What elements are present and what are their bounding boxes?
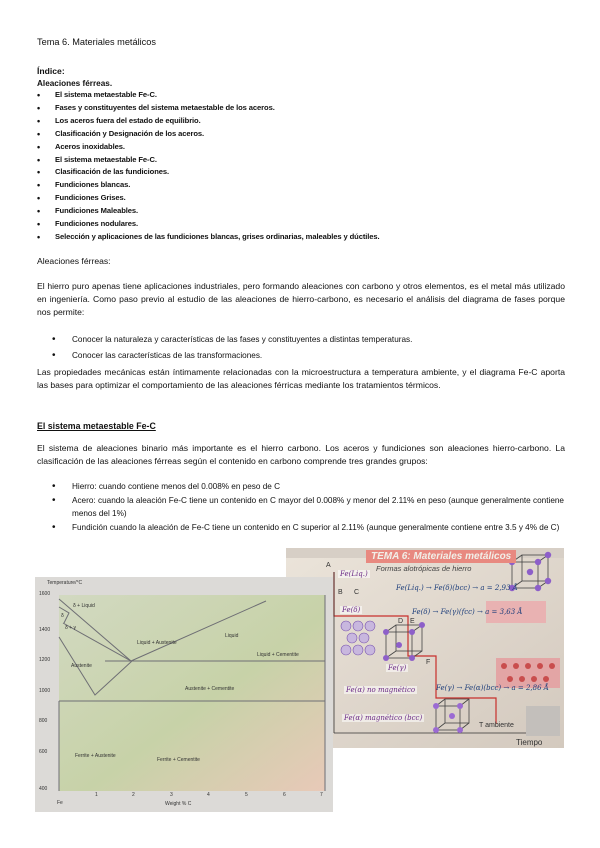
index-heading: Índice: (37, 66, 65, 76)
index-item: • Selección y aplicaciones de las fundiciones blancas, grises ordinarias, maleables y dúctiles. (37, 231, 565, 244)
ferrous-paragraph-2: Las propiedades mecánicas están íntimamente relacionadas con la microestructura a temperatura ambiente, y el diagrama Fe-C aporta las bases para optimizar el comportamiento de las aleaciones férricas mediante los tratamientos térmicos. (37, 367, 565, 390)
index-item: • Fases y constituyentes del sistema metaestable de los aceros. (37, 102, 565, 115)
label-fe-alpha-nonmagnetic: Fe(α) no magnético (346, 686, 416, 694)
alpha-crystal-block (526, 706, 560, 736)
index-item: • Fundiciones blancas. (37, 179, 565, 192)
x-tick-2: 2 (132, 792, 135, 798)
point-letter-b: B (338, 589, 343, 596)
section-paragraph: El sistema de aleaciones binario más importante es el hierro carbono. Los aceros y fundiciones son aleaciones hierro-carbono. La clasificación de las aleaciones férreas según el contenido en carbono comprende tres grandes grupos: (37, 443, 565, 466)
region-ferrite-austenite: Ferrite + Austenite (75, 753, 116, 759)
index-list (37, 89, 565, 244)
ferrous-paragraph-1: El hierro puro apenas tiene aplicaciones industriales, pero formando aleaciones con carbono y otros elementos, es el metal más utilizado en ingeniería. Como paso previo al estudio de las aleaciones de hierro-carbono, es necesario el análisis del diagrama de fases porque nos permite: (37, 281, 565, 317)
ferrous-bullet: • Conocer las características de las transformaciones. (52, 348, 562, 364)
section-bullet: • Acero: cuando la aleación Fe-C tiene un contenido en C mayor del 0.008% y menor del 2.11% en peso (aunque generalmente contiene menos del 1%) (52, 494, 564, 521)
index-item: • Clasificación y Designación de los aceros. (37, 128, 565, 141)
label-fe-gamma: Fe(γ) (388, 664, 407, 672)
label-ambient-temperature: T ambiente (479, 722, 514, 729)
index-item: • Fundiciones nodulares. (37, 218, 565, 231)
y-tick-1600: 1600 (39, 591, 51, 597)
equation-gamma-to-alpha: Fe(γ) → Fe(α)(bcc) → a = 2,86 Å (436, 684, 549, 692)
index-item: • Clasificación de las fundiciones. (37, 166, 565, 179)
region-liquid-cementite: Liquid + Cementite (257, 652, 299, 658)
point-letter-f: F (426, 659, 431, 666)
region-liquid: Liquid (225, 633, 239, 639)
index-item: • Aceros inoxidables. (37, 141, 565, 154)
index-item: • El sistema metaestable Fe-C. (37, 89, 565, 102)
x-axis-label: Weight % C (165, 801, 192, 807)
x-tick-4: 4 (207, 792, 210, 798)
x-tick-5: 5 (245, 792, 248, 798)
ferrous-heading: Aleaciones férreas: (37, 256, 111, 266)
document-title: Tema 6. Materiales metálicos (37, 37, 156, 47)
x-tick-7: 7 (320, 792, 323, 798)
region-delta-liquid: δ + Liquid (73, 603, 95, 609)
phase-diagram-photo (35, 577, 333, 812)
index-item: • El sistema metaestable Fe-C. (37, 154, 565, 167)
region-delta-gamma: δ + γ (65, 625, 76, 631)
y-tick-1000: 1000 (39, 688, 51, 694)
section-bullet: • Hierro: cuando contiene menos del 0.008% en peso de C (52, 480, 564, 494)
section-heading: El sistema metaestable Fe-C (37, 421, 156, 431)
index-item: • Fundiciones Grises. (37, 192, 565, 205)
slide-title: TEMA 6: Materiales metálicos (366, 550, 516, 563)
point-letter-e: E (410, 618, 415, 625)
region-austenite-cementite: Austenite + Cementite (185, 686, 235, 692)
region-liquid-austenite: Liquid + Austenite (137, 640, 177, 646)
y-tick-1400: 1400 (39, 627, 51, 633)
point-letter-c: C (354, 589, 360, 596)
y-tick-400: 400 (39, 786, 48, 792)
y-tick-600: 600 (39, 749, 48, 755)
label-fe-alpha-magnetic: Fe(α) magnético (bcc) (344, 714, 423, 722)
x-origin-label: Fe (57, 800, 63, 806)
ferrous-bullets (52, 332, 562, 363)
region-austenite: Austenite (71, 663, 92, 669)
label-fe-delta: Fe(δ) (342, 606, 361, 614)
phase-diagram (35, 577, 333, 812)
index-item: • Fundiciones Maleables. (37, 205, 565, 218)
y-tick-800: 800 (39, 718, 48, 724)
x-tick-6: 6 (283, 792, 286, 798)
label-fe-liquid: Fe(Liq.) (340, 570, 368, 578)
x-tick-3: 3 (170, 792, 173, 798)
y-tick-1200: 1200 (39, 657, 51, 663)
time-axis-label: Tiempo (516, 738, 543, 747)
ferrous-bullet: • Conocer la naturaleza y características de las fases y constituyentes a distintas temperaturas. (52, 332, 562, 348)
index-item: • Los aceros fuera del estado de equilibrio. (37, 115, 565, 128)
y-axis-label: Temperature/°C (47, 580, 83, 586)
index-subheading: Aleaciones férreas. (37, 79, 113, 88)
point-letter-a: A (326, 562, 331, 569)
equation-delta-to-gamma: Fe(δ) → Fe(γ)(fcc) → a = 3,63 Å (412, 608, 523, 616)
region-ferrite-cementite: Ferrite + Cementite (157, 757, 200, 763)
section-bullets (52, 480, 564, 534)
equation-liquid-to-delta: Fe(Liq.) → Fe(δ)(bcc) → a = 2,93 Å (396, 584, 518, 592)
point-letter-d: D (398, 618, 404, 625)
x-tick-1: 1 (95, 792, 98, 798)
slide-subtitle: Formas alotrópicas de hierro (376, 564, 472, 573)
region-delta: δ (61, 613, 64, 619)
section-bullet: • Fundición cuando la aleación de Fe-C tiene un contenido en C superior al 2.11% (aunque generalmente contiene entre 3.5 y 4% de C) (52, 521, 564, 535)
